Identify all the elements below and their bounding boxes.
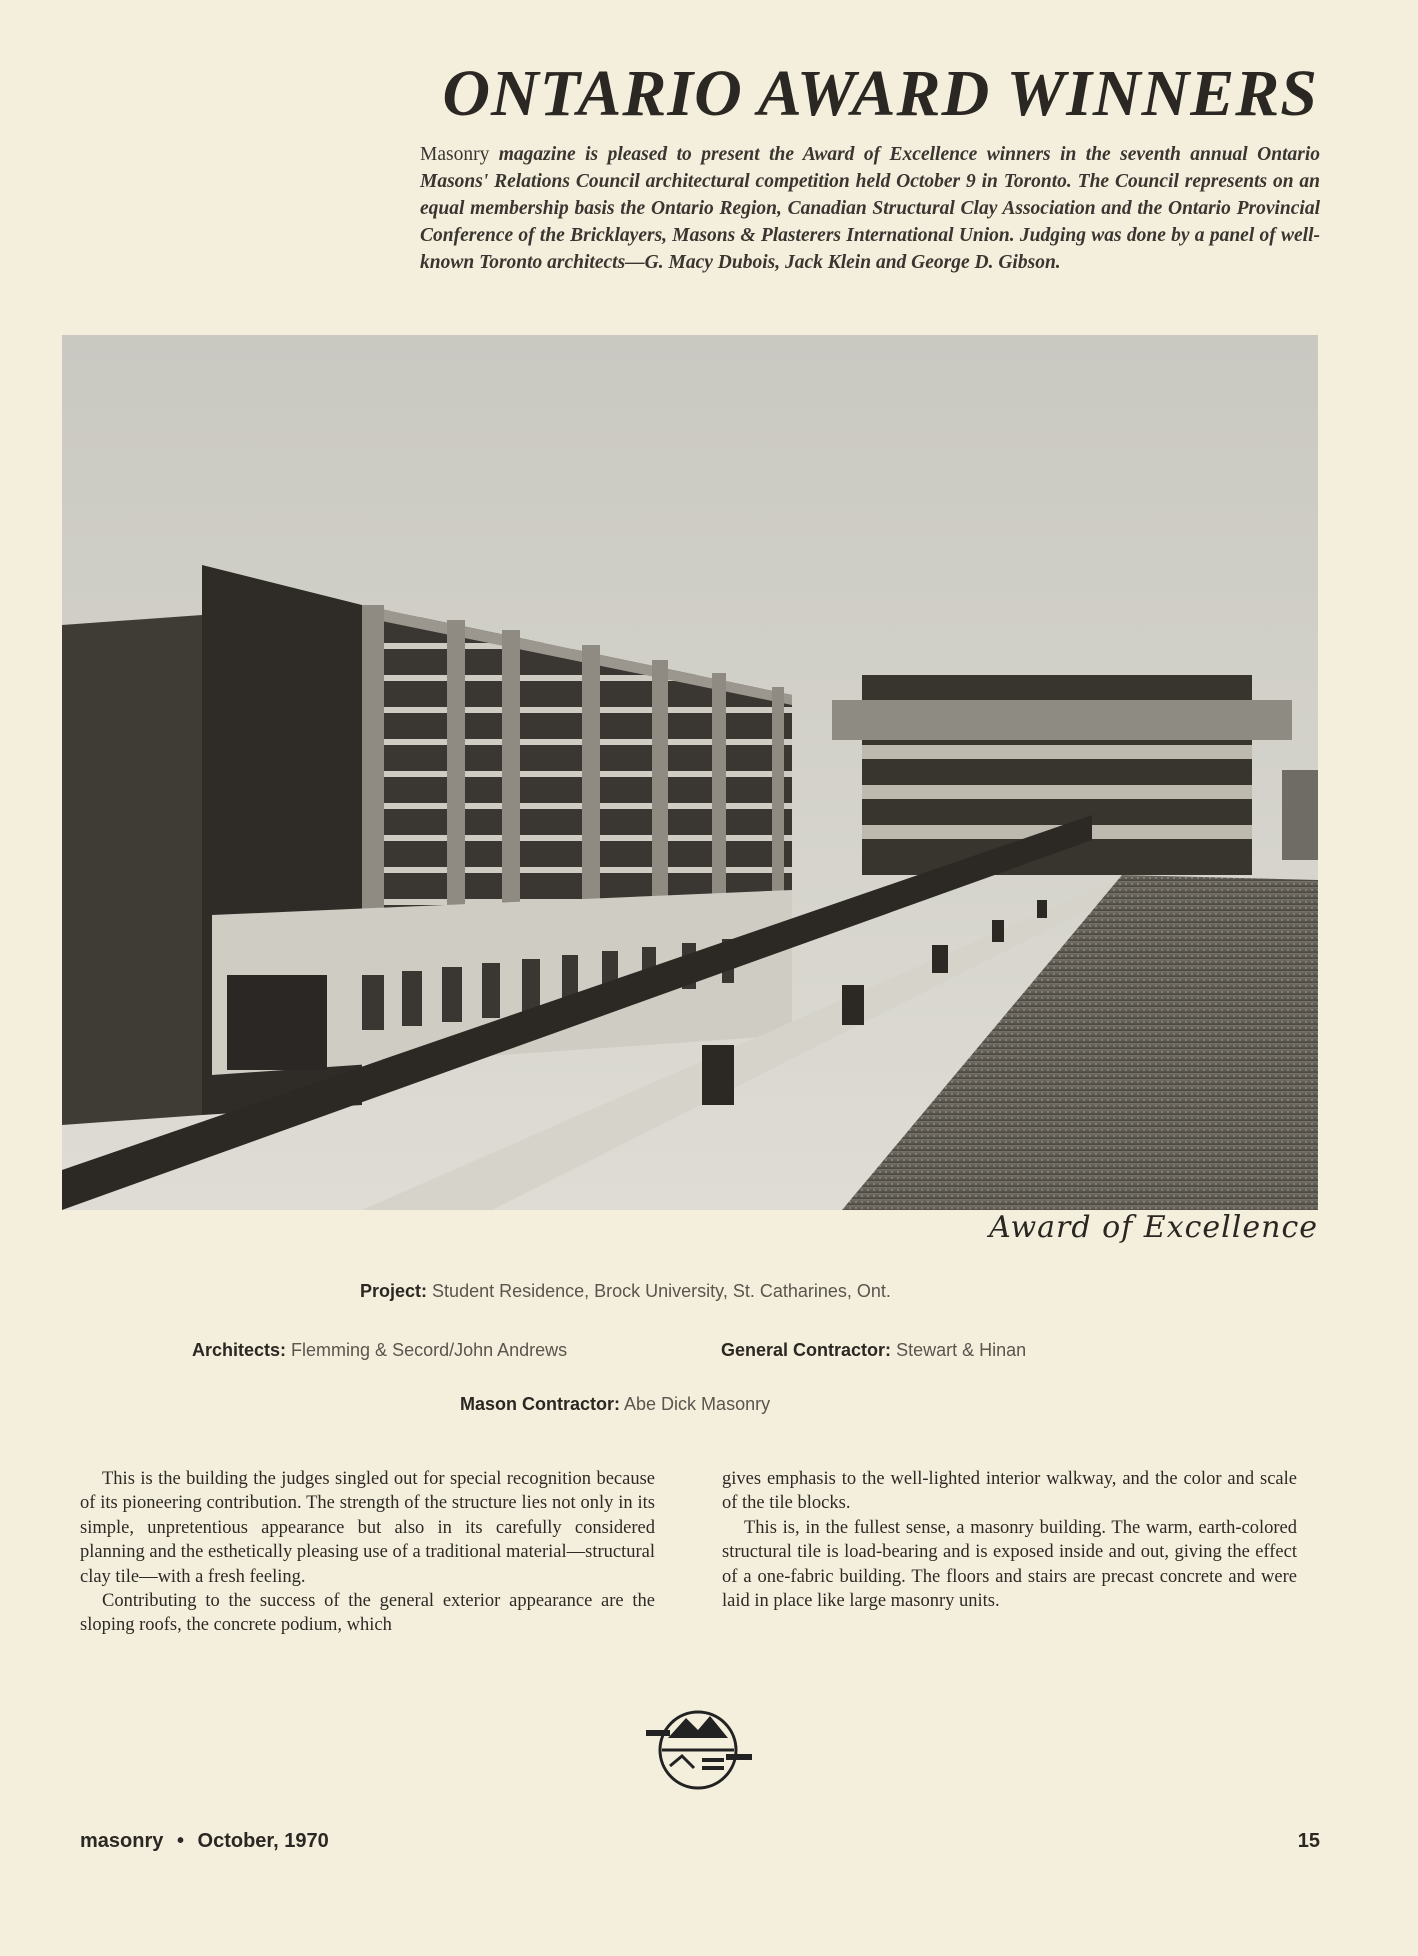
credit-project-value: Student Residence, Brock University, St. Catharines, Ont. bbox=[432, 1281, 891, 1301]
credit-architects-value: Flemming & Secord/John Andrews bbox=[291, 1340, 568, 1360]
credit-architects-label: Architects: bbox=[192, 1340, 287, 1360]
credit-mason-value: Abe Dick Masonry bbox=[624, 1394, 771, 1414]
student-residence-photo bbox=[62, 335, 1318, 1210]
body-right-column bbox=[722, 1467, 1297, 1613]
footer-magazine-name: masonry bbox=[80, 1830, 164, 1852]
page-number: 15 bbox=[1297, 1830, 1320, 1852]
council-logo bbox=[638, 1700, 758, 1800]
council-seal-icon bbox=[638, 1700, 758, 1800]
body-left-column bbox=[80, 1467, 655, 1638]
credit-project bbox=[360, 1281, 891, 1302]
page-title: ONTARIO AWARD WINNERS bbox=[442, 57, 1318, 130]
body-paragraph: This is, in the fullest sense, a masonry building. The warm, earth-colored structural tile is load-bearing and is exposed inside and out, giving the effect of a one-fabric building. The floors and stairs are precast concrete and were laid in place like large masonry units. bbox=[722, 1517, 1297, 1612]
intro-paragraph bbox=[420, 142, 1320, 277]
body-paragraph: gives emphasis to the well-lighted interior walkway, and the color and scale of the tile blocks. bbox=[722, 1469, 1297, 1514]
credit-project-label: Project: bbox=[360, 1281, 428, 1301]
intro-text: magazine is pleased to present the Award of Excellence winners in the seventh annual Ontario Masons' Relations Council architectural competition held October 9 in Toronto. The Council represents on an equal membership basis the Ontario Region, Canadian Structural Clay Association and the Ontario Provincial Conference of the Bricklayers, Masons & Plasterers International Union. Judging was done by a panel of well-known Toronto architects—G. Macy Dubois, Jack Klein and George D. Gibson. bbox=[420, 144, 1320, 273]
footer-issue-date: October, 1970 bbox=[197, 1830, 329, 1852]
credit-architects bbox=[192, 1340, 567, 1361]
building-photo bbox=[62, 335, 1318, 1210]
body-paragraph: This is the building the judges singled out for special recognition because of its pioneering contribution. The strength of the structure lies not only in its simple, unpretentious appearance but also in its carefully considered planning and the esthetically pleasing use of a traditional material—structural clay tile—with a fresh feeling. bbox=[80, 1469, 655, 1587]
credit-mason-contractor bbox=[460, 1394, 770, 1415]
credit-gc-value: Stewart & Hinan bbox=[896, 1340, 1027, 1360]
award-of-excellence-label: Award of Excellence bbox=[989, 1210, 1318, 1245]
intro-magazine-name: Masonry bbox=[420, 144, 490, 165]
credit-gc-label: General Contractor: bbox=[721, 1340, 892, 1360]
body-paragraph: Contributing to the success of the general exterior appearance are the sloping roofs, the concrete podium, which bbox=[80, 1591, 655, 1636]
credit-mason-label: Mason Contractor: bbox=[460, 1394, 621, 1414]
footer-bullet: • bbox=[176, 1830, 184, 1852]
footer-publication bbox=[80, 1830, 329, 1853]
credit-general-contractor bbox=[721, 1340, 1026, 1361]
